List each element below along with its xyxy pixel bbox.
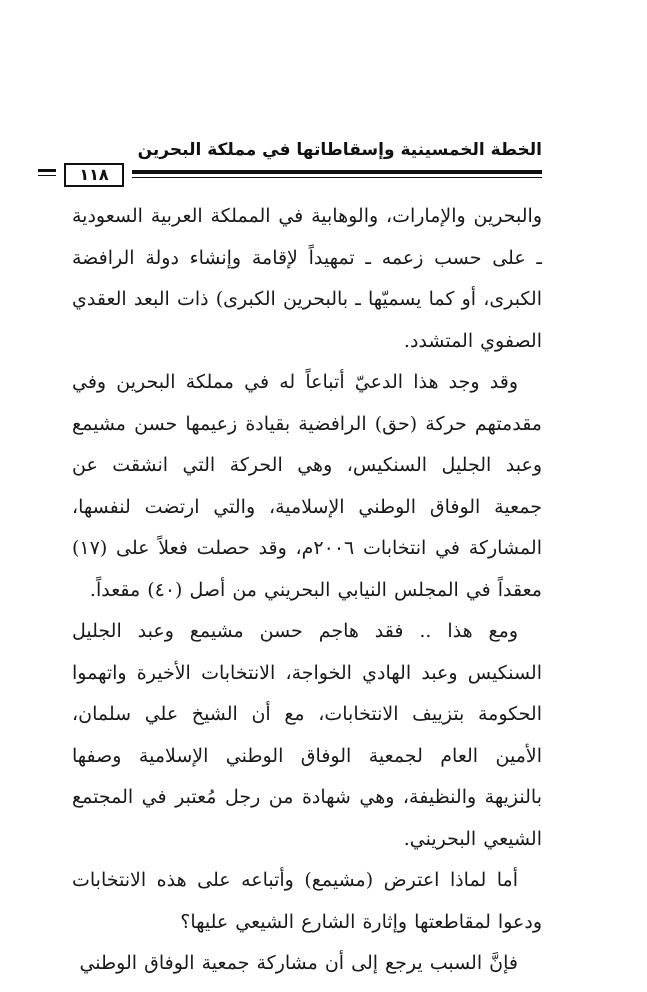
body-text: [72, 196, 542, 985]
header-rule-thick: [132, 170, 542, 174]
paragraph-5: فإنَّ السبب يرجع إلى أن مشاركة جمعية الوفاق الوطني: [79, 952, 518, 974]
header-rule-thin: [132, 177, 542, 178]
running-header: [64, 140, 542, 186]
paragraph-1: والبحرين والإمارات، والوهابية في المملكة العربية السعودية ـ على حسب زعمه ـ تمهيداً لإقامة وإنشاء دولة الرافضة الكبرى، أو كما يسميّها ـ بالبحرين الكبرى) ذات البعد العقدي الصفوي المتشدد.: [72, 205, 542, 352]
paragraph-3: ومع هذا .. فقد هاجم حسن مشيمع وعبد الجليل السنكيس وعبد الهادي الخواجة، الانتخابات الأخيرة واتهموا الحكومة بتزييف الانتخابات، مع أن الشيخ علي سلمان، الأمين العام لجمعية الوفاق الوطني الإسلامية وصفها بالنزيهة والنظيفة، وهي شهادة من رجل مُعتبر في المجتمع الشيعي البحريني.: [72, 620, 542, 850]
page-number: ١١٨: [64, 163, 124, 187]
paragraph-4: أما لماذا اعترض (مشيمع) وأتباعه على هذه الانتخابات ودعوا لمقاطعتها وإثارة الشارع الشيعي عليها؟: [72, 869, 542, 933]
running-header-title: الخطة الخمسينية وإسقاطاتها في مملكة البحرين: [137, 140, 542, 160]
paragraph-2: وقد وجد هذا الدعيّ أتباعاً له في مملكة البحرين وفي مقدمتهم حركة (حق) الرافضية بقيادة زعيمها حسن مشيمع وعبد الجليل السنكيس، وهي الحركة التي انشقت عن جمعية الوفاق الوطني الإسلامية، والتي ارتضت لنفسها، المشاركة في انتخابات ٢٠٠٦م، وقد حصلت فعلاً على (١٧) معقداً في المجلس النيابي البحريني من أصل (٤٠) مقعداً.: [72, 371, 542, 601]
page-number-dash-thin: [38, 175, 56, 176]
page-number-dash: [38, 169, 56, 172]
